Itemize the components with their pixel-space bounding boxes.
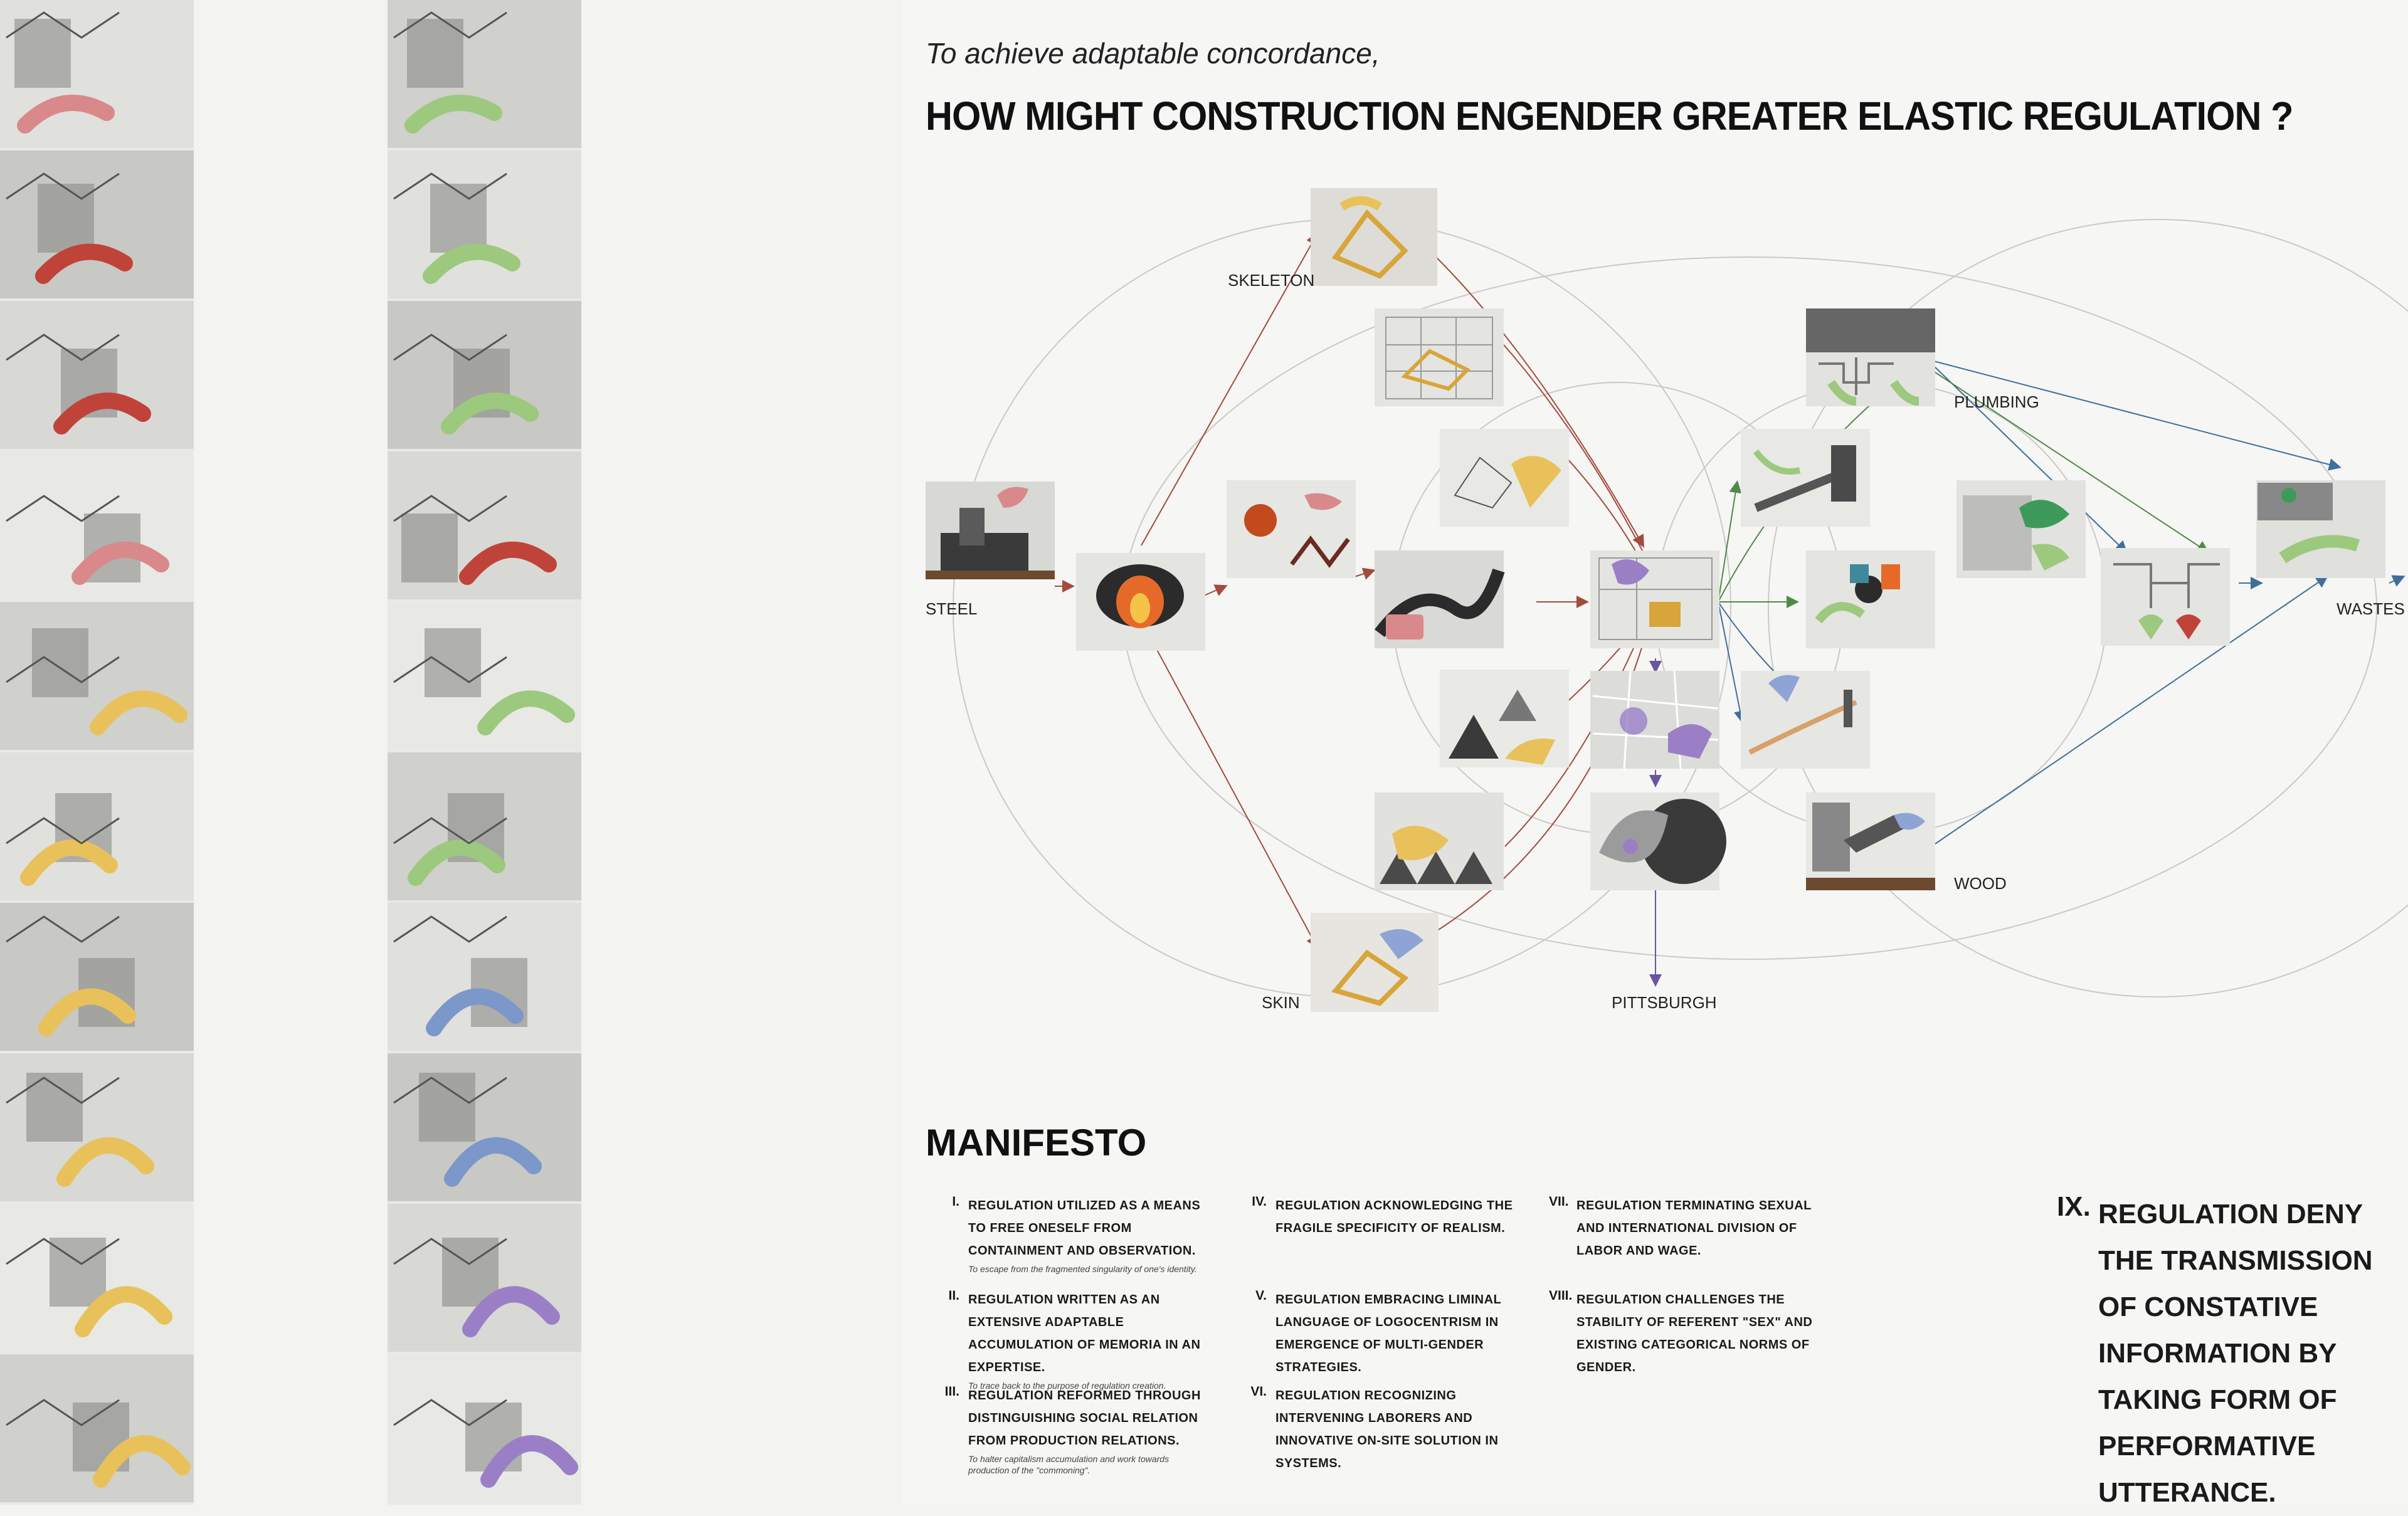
collage-strip-middle — [388, 0, 581, 1505]
manifesto-item-text: REGULATION TERMINATING SEXUAL AND INTERNATIONAL DIVISION OF LABOR AND WAGE. — [1576, 1199, 1812, 1258]
manifesto-item-text: REGULATION ACKNOWLEDGING THE FRAGILE SPECIFICITY OF REALISM. — [1275, 1199, 1513, 1235]
manifesto-item-number: I. — [952, 1194, 959, 1209]
collage-tile — [388, 0, 581, 148]
manifesto-item-text: REGULATION WRITTEN AS AN EXTENSIVE ADAPTABLE ACCUMULATION OF MEMORIA IN AN EXPERTISE. — [968, 1293, 1201, 1374]
manifesto-item-text: REGULATION RECOGNIZING INTERVENING LABORERS AND INNOVATIVE ON-SITE SOLUTION IN SYSTEMS. — [1275, 1389, 1499, 1470]
node-crucible-image — [1076, 553, 1205, 651]
label-skeleton: SKELETON — [1228, 271, 1315, 290]
collage-tile — [0, 0, 194, 148]
collage-tile — [388, 602, 581, 750]
manifesto-final-text: REGULATION DENY THE TRANSMISSION OF CONSTATIVE INFORMATION BY TAKING FORM OF PERFORMATIVE UTTERANCE. — [2098, 1199, 2373, 1508]
node-plumbing-crew-image — [2101, 548, 2230, 646]
node-crane-image — [1440, 429, 1569, 527]
label-wood: WOOD — [1954, 874, 2007, 893]
manifesto-item-number: VII. — [1549, 1194, 1569, 1209]
manifesto-item-note: To trace back to the purpose of regulation creation. — [968, 1381, 1166, 1391]
node-junk-image — [1806, 550, 1935, 648]
manifesto-item-text: REGULATION UTILIZED AS A MEANS TO FREE ONESELF FROM CONTAINMENT AND OBSERVATION. — [968, 1199, 1201, 1258]
manifesto-final-number: IX. — [2057, 1191, 2091, 1222]
manifesto-item-1 — [941, 1194, 1210, 1275]
manifesto-item-number: V. — [1255, 1288, 1267, 1303]
collage-tile — [388, 150, 581, 298]
poster-headline: HOW MIGHT CONSTRUCTION ENGENDER GREATER ELASTIC REGULATION ? — [926, 93, 2293, 139]
manifesto-item-8 — [1549, 1288, 1819, 1379]
label-plumbing: PLUMBING — [1954, 392, 2039, 411]
label-steel: STEEL — [926, 599, 978, 618]
manifesto-item-number: VI. — [1250, 1384, 1267, 1399]
collage-tile — [388, 1053, 581, 1201]
poster-subtitle: To achieve adaptable concordance, — [926, 37, 1380, 70]
node-map-image — [1590, 671, 1719, 769]
node-center-building-image — [1590, 550, 1719, 648]
collage-tile — [388, 1354, 581, 1502]
collage-tile — [388, 903, 581, 1051]
collage-strip-left — [0, 0, 194, 1505]
node-newspaper-image — [1956, 480, 2086, 578]
collage-tile — [0, 1204, 194, 1352]
node-plumbing-image — [1806, 308, 1935, 406]
collage-tile — [0, 903, 194, 1051]
collage-tile — [0, 752, 194, 900]
collage-tile — [0, 451, 194, 599]
manifesto-item-number: IV. — [1252, 1194, 1267, 1209]
collage-tile — [388, 1204, 581, 1352]
manifesto-item-number: III. — [944, 1384, 959, 1399]
node-wood-image — [1806, 792, 1935, 890]
network-diagram — [903, 169, 2408, 1034]
node-pipes-image — [1741, 429, 1870, 527]
node-wastes-image — [2256, 480, 2385, 578]
manifesto-item-note: To escape from the fragmented singularity of one's identity. — [968, 1264, 1197, 1274]
node-frame-building-image — [1375, 308, 1504, 406]
manifesto-item-4 — [1248, 1194, 1518, 1240]
manifesto-title: MANIFESTO — [926, 1122, 1147, 1164]
node-molten-image — [1227, 480, 1356, 578]
node-triangles-image — [1440, 670, 1569, 767]
manifesto-item-6 — [1248, 1384, 1518, 1475]
collage-tile — [0, 1053, 194, 1201]
collage-tile — [0, 1354, 194, 1502]
manifesto-item-2 — [941, 1288, 1210, 1391]
manifesto-item-text: REGULATION REFORMED THROUGH DISTINGUISHING SOCIAL RELATION FROM PRODUCTION RELATIONS. — [968, 1389, 1201, 1448]
collage-tile — [388, 451, 581, 599]
collage-tile — [388, 752, 581, 900]
collage-tile — [0, 602, 194, 750]
node-skin-pattern-image — [1375, 792, 1504, 890]
collage-tile — [388, 301, 581, 449]
manifesto-item-note: To halter capitalism accumulation and work towards production of the "commoning". — [968, 1454, 1170, 1475]
label-skin: SKIN — [1262, 993, 1300, 1012]
manifesto-item-7 — [1549, 1194, 1819, 1262]
manifesto-item-3 — [941, 1384, 1210, 1476]
collage-tile — [0, 301, 194, 449]
manifesto-item-number: II. — [948, 1288, 959, 1303]
manifesto-item-5 — [1248, 1288, 1518, 1379]
manifesto-item-number: VIII. — [1549, 1288, 1573, 1303]
node-skeleton-image — [1311, 188, 1437, 286]
node-steel-image — [926, 482, 1055, 579]
manifesto-item-text: REGULATION EMBRACING LIMINAL LANGUAGE OF LOGOCENTRISM IN EMERGENCE OF MULTI-GENDER STRATEGIES. — [1275, 1293, 1501, 1374]
manifesto-item-text: REGULATION CHALLENGES THE STABILITY OF REFERENT "SEX" AND EXISTING CATEGORICAL NORMS OF GENDER. — [1576, 1293, 1813, 1374]
node-road-image — [1375, 550, 1504, 648]
node-pittsburgh-image — [1590, 792, 1726, 890]
label-wastes: WASTES — [2337, 599, 2405, 618]
label-pittsburgh: PITTSBURGH — [1612, 993, 1717, 1012]
manifesto-item-9 — [2057, 1191, 2383, 1516]
node-wood-scaffold-image — [1741, 671, 1870, 769]
node-skin-image — [1311, 913, 1439, 1012]
collage-tile — [0, 150, 194, 298]
